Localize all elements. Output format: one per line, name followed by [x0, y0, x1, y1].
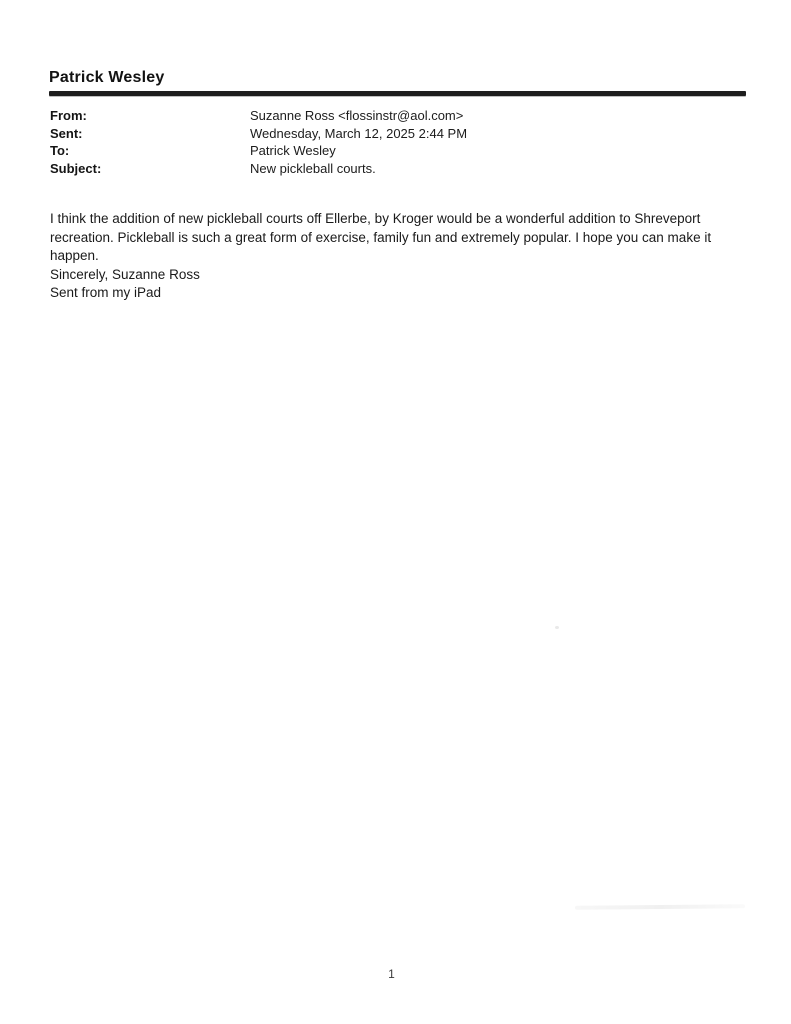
email-meta-table [50, 107, 467, 177]
scan-artifact [555, 626, 559, 629]
sent-label: Sent: [50, 125, 83, 141]
body-signature-line: Sincerely, Suzanne Ross [50, 266, 200, 282]
email-body [50, 210, 750, 303]
meta-row-to [50, 142, 467, 160]
subject-value: New pickleball courts. [250, 160, 376, 176]
from-value: Suzanne Ross <flossinstr@aol.com> [250, 108, 464, 123]
recipient-name-heading: Patrick Wesley [49, 69, 165, 86]
to-value: Patrick Wesley [250, 143, 336, 159]
sent-value: Wednesday, March 12, 2025 2:44 PM [250, 125, 468, 141]
page-number: 1 [388, 967, 395, 981]
subject-label: Subject: [50, 160, 102, 176]
body-sent-from-line: Sent from my iPad [50, 285, 162, 301]
to-label: To: [50, 143, 70, 159]
document-header [49, 69, 746, 96]
meta-row-from [50, 107, 467, 125]
meta-row-sent [50, 125, 467, 143]
from-label: From: [50, 108, 87, 123]
scan-artifact [575, 904, 745, 909]
meta-row-subject [50, 160, 467, 178]
header-divider-rule [49, 91, 746, 96]
body-paragraph: I think the addition of new pickleball courts off Ellerbe, by Kroger would be a wonderful addition to Shreveport recreation. Pickleball is such a great form of exercise, family fun and extremely popular. I hope you can make it happen. [50, 211, 712, 264]
